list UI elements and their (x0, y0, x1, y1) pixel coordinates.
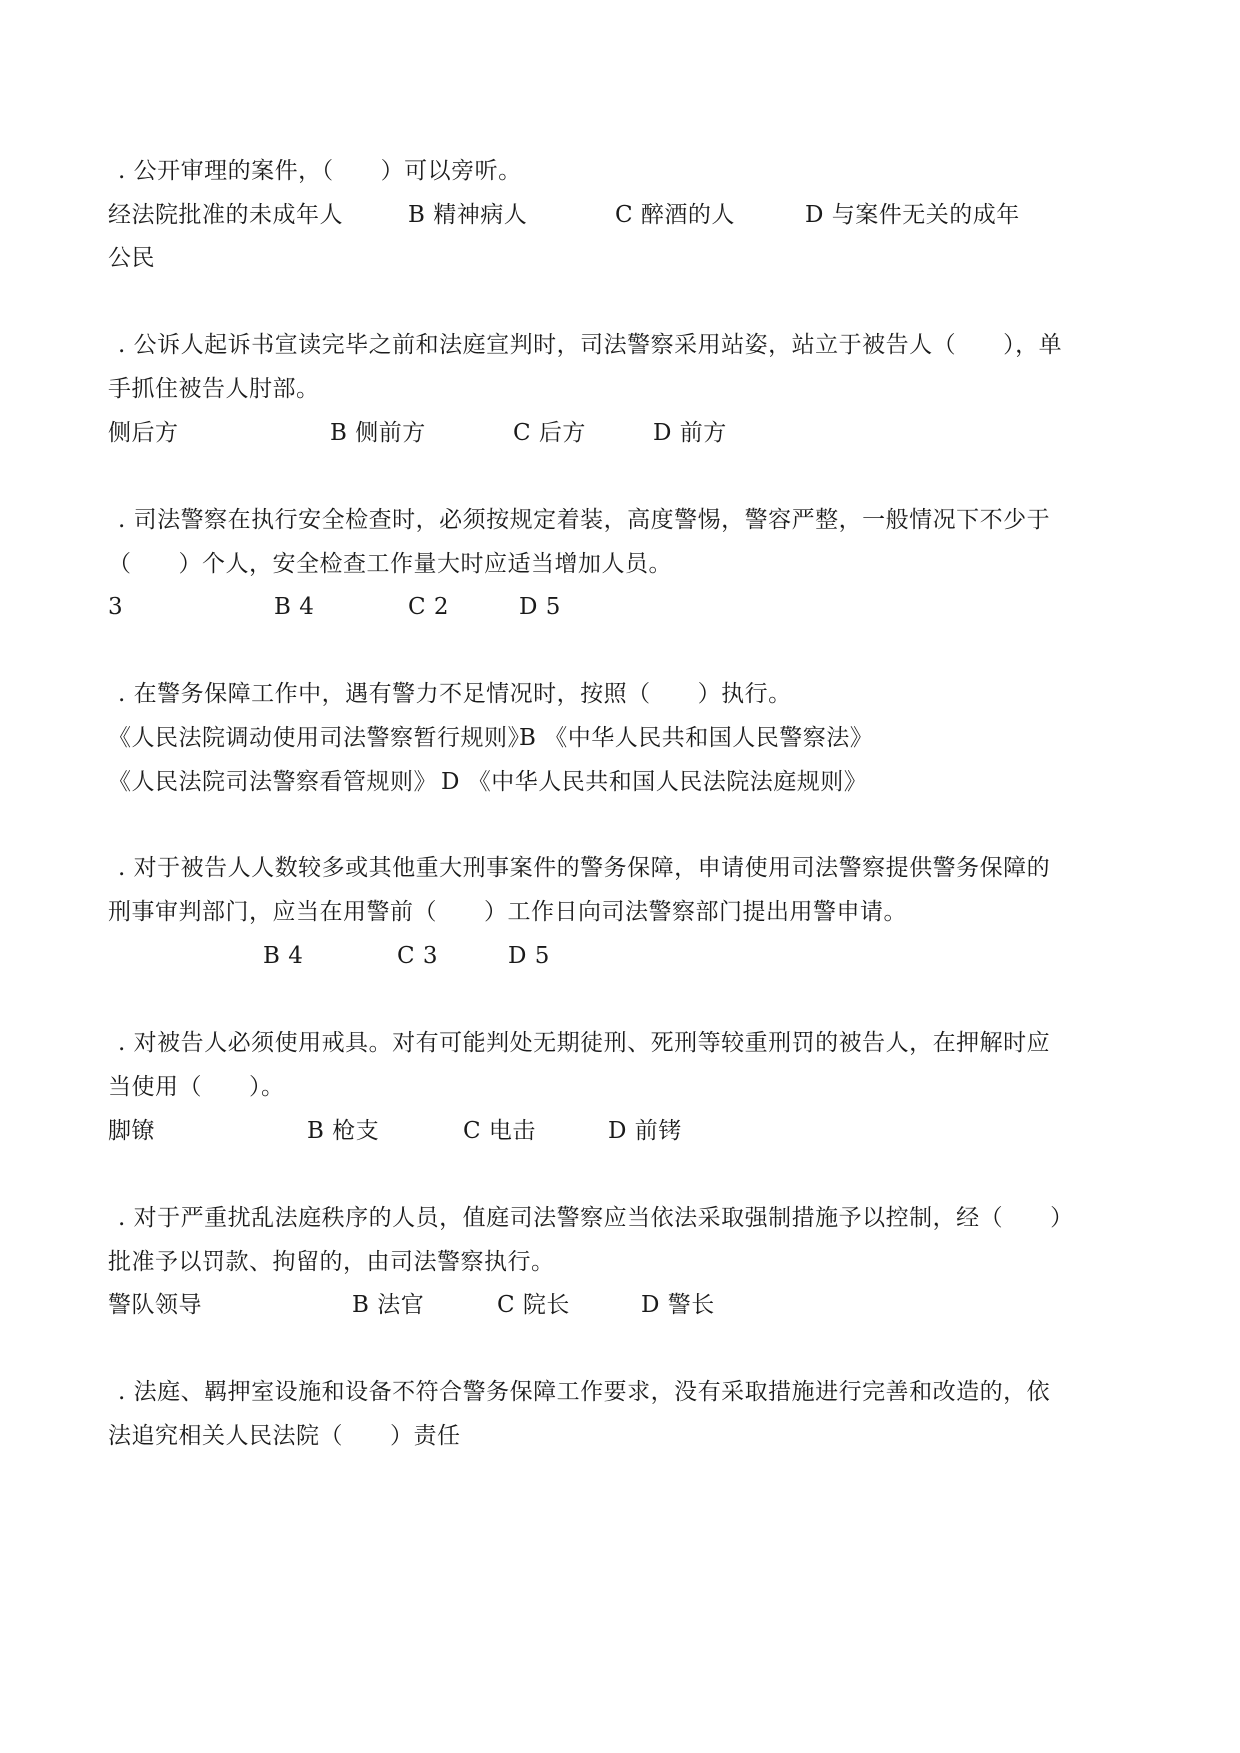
question-1-stem: . 公开审理的案件，（ ）可以旁听。 (118, 158, 522, 184)
question-7-option-b: B 法官 (352, 1292, 425, 1318)
question-6-stem-line-1: . 对被告人必须使用戒具。对有可能判处无期徒刑、死刑等较重刑罚的被告人，在押解时应 (118, 1030, 1051, 1056)
question-3-option-d: D 5 (519, 594, 561, 620)
question-5-stem-line-1: . 对于被告人人数较多或其他重大刑事案件的警务保障，申请使用司法警察提供警务保障的 (118, 855, 1051, 881)
question-3-option-c: C 2 (408, 594, 450, 620)
question-3-option-b: B 4 (274, 594, 315, 620)
question-4-option-c: 《人民法院司法警察看管规则》 (108, 769, 437, 795)
question-5-option-b: B 4 (263, 943, 304, 969)
question-3-stem-line-1: . 司法警察在执行安全检查时，必须按规定着装，高度警惕，警容严整，一般情况下不少于 (118, 507, 1051, 533)
question-2-option-c: C 后方 (513, 420, 586, 446)
question-6-option-c: C 电击 (463, 1118, 536, 1144)
question-4-option-a: 《人民法院调动使用司法警察暂行规则》 (108, 725, 531, 751)
question-2-option-a: 侧后方 (108, 420, 179, 446)
question-4-stem: . 在警务保障工作中，遇有警力不足情况时，按照（ ）执行。 (118, 681, 792, 707)
question-2-option-d: D 前方 (653, 420, 727, 446)
question-7-stem-line-2: 批准予以罚款、拘留的，由司法警察执行。 (108, 1249, 555, 1275)
question-3-stem-line-2: （ ）个人，安全检查工作量大时应适当增加人员。 (108, 551, 672, 577)
question-2-stem-line-2: 手抓住被告人肘部。 (108, 376, 320, 402)
question-1-option-d: D 与案件无关的成年 (805, 202, 1020, 228)
question-7-stem-line-1: . 对于严重扰乱法庭秩序的人员，值庭司法警察应当依法采取强制措施予以控制，经（ ） (118, 1205, 1074, 1231)
question-1-option-b: B 精神病人 (408, 202, 528, 228)
question-2-stem-line-1: . 公诉人起诉书宣读完毕之前和法庭宣判时，司法警察采用站姿，站立于被告人（ ），单 (118, 332, 1063, 358)
question-5-option-d: D 5 (508, 943, 550, 969)
question-6-option-b: B 枪支 (307, 1118, 380, 1144)
question-6-option-a: 脚镣 (108, 1118, 155, 1144)
question-6-stem-line-2: 当使用（ ）。 (108, 1074, 285, 1100)
question-7-option-c: C 院长 (497, 1292, 570, 1318)
question-5-option-c: C 3 (397, 943, 439, 969)
question-2-option-b: B 侧前方 (330, 420, 426, 446)
question-7-option-d: D 警长 (641, 1292, 715, 1318)
question-7-option-a: 警队领导 (108, 1292, 202, 1318)
question-8-stem-line-2: 法追究相关人民法院（ ）责任 (108, 1423, 461, 1449)
question-5-stem-line-2: 刑事审判部门，应当在用警前（ ）工作日向司法警察部门提出用警申请。 (108, 899, 907, 925)
question-1-option-a: 经法院批准的未成年人 (108, 202, 343, 228)
question-6-option-d: D 前铐 (608, 1118, 682, 1144)
question-8-stem-line-1: . 法庭、羁押室设施和设备不符合警务保障工作要求，没有采取措施进行完善和改造的，依 (118, 1379, 1051, 1405)
question-1-option-c: C 醉酒的人 (615, 202, 735, 228)
question-1-option-d-continued: 公民 (108, 245, 155, 271)
question-4-option-d: D 《中华人民共和国人民法院法庭规则》 (441, 769, 868, 795)
question-3-option-a: 3 (108, 594, 124, 620)
question-4-option-b: B 《中华人民共和国人民警察法》 (519, 725, 874, 751)
